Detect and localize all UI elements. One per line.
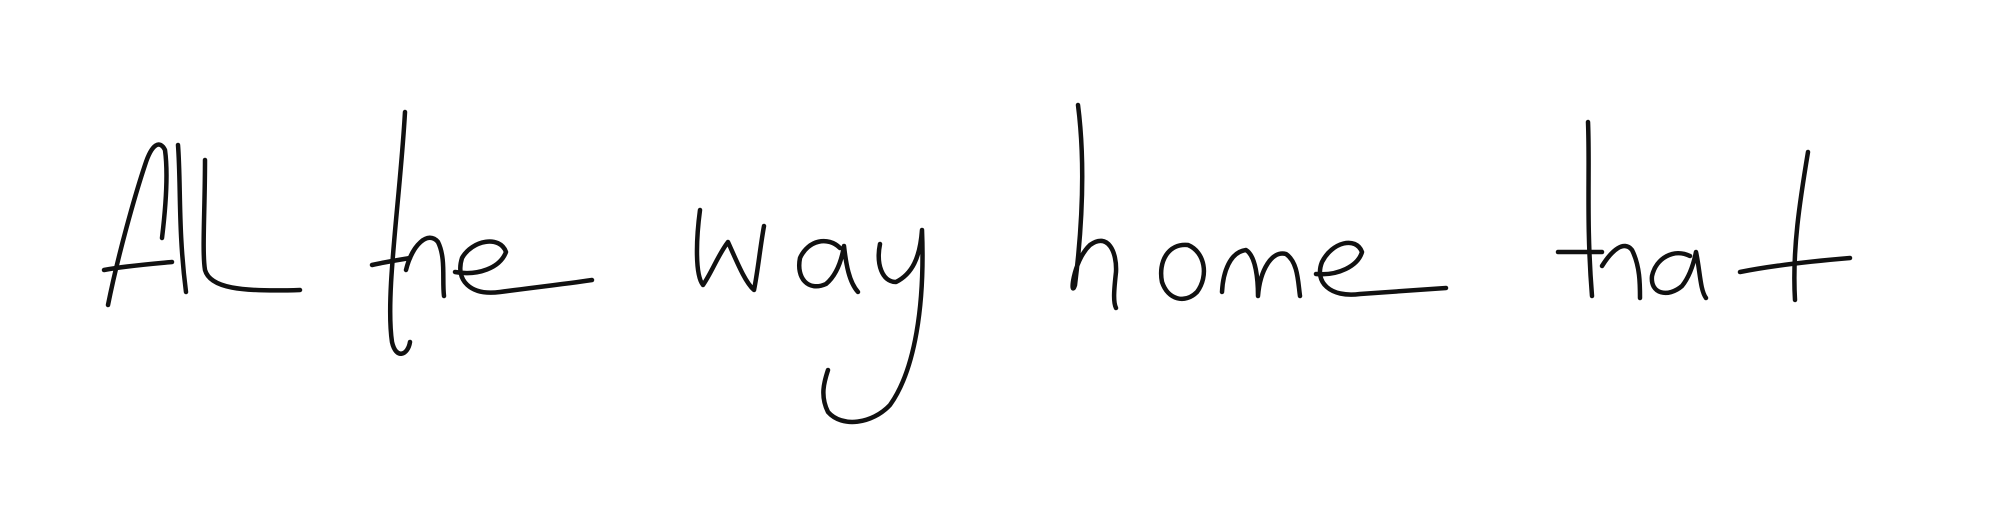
handwritten-word-home: [1073, 105, 1446, 308]
handwritten-word-that: [1558, 122, 1850, 300]
handwritten-word-the: [372, 112, 592, 354]
handwritten-word-way: [697, 210, 923, 422]
handwritten-word-all: [104, 145, 300, 305]
